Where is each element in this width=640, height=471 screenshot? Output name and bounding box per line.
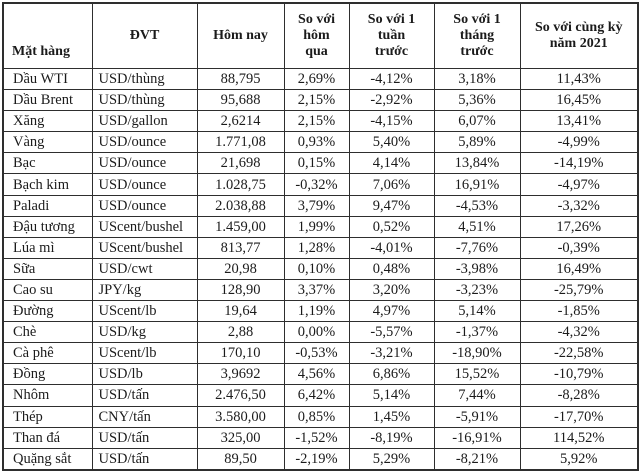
change-vs-2021-cell: -22,58%: [520, 343, 638, 364]
col-header-vs-month: So với 1 tháng trước: [434, 3, 520, 69]
change-vs-month-cell: -3,23%: [434, 279, 520, 300]
col-header-unit: ĐVT: [92, 3, 197, 69]
unit-cell: USD/ounce: [92, 153, 197, 174]
table-row: [3, 301, 638, 322]
change-vs-2021-cell: -4,97%: [520, 174, 638, 195]
unit-cell: USD/lb: [92, 364, 197, 385]
price-today-cell: 88,795: [197, 69, 284, 90]
change-vs-week-cell: 4,14%: [349, 153, 434, 174]
change-vs-2021-cell: -4,99%: [520, 132, 638, 153]
commodity-name-cell: Paladi: [3, 195, 92, 216]
table-row: [3, 216, 638, 237]
price-today-cell: 1.459,00: [197, 216, 284, 237]
unit-cell: USD/tấn: [92, 427, 197, 448]
change-vs-yesterday-cell: 0,93%: [284, 132, 349, 153]
price-today-cell: 325,00: [197, 427, 284, 448]
change-vs-month-cell: 6,07%: [434, 111, 520, 132]
commodity-name-cell: Dầu WTI: [3, 69, 92, 90]
commodity-name-cell: Nhôm: [3, 385, 92, 406]
unit-cell: USD/kg: [92, 322, 197, 343]
change-vs-week-cell: 9,47%: [349, 195, 434, 216]
unit-cell: CNY/tấn: [92, 406, 197, 427]
change-vs-week-cell: -4,01%: [349, 237, 434, 258]
commodity-name-cell: Xăng: [3, 111, 92, 132]
change-vs-week-cell: 0,52%: [349, 216, 434, 237]
unit-cell: UScent/bushel: [92, 216, 197, 237]
unit-cell: UScent/lb: [92, 343, 197, 364]
price-today-cell: 128,90: [197, 279, 284, 300]
table-row: [3, 111, 638, 132]
change-vs-month-cell: 16,91%: [434, 174, 520, 195]
col-header-today: Hôm nay: [197, 3, 284, 69]
table-row: [3, 406, 638, 427]
table-row: [3, 174, 638, 195]
change-vs-month-cell: 4,51%: [434, 216, 520, 237]
commodity-name-cell: Đồng: [3, 364, 92, 385]
table-row: [3, 322, 638, 343]
price-today-cell: 3.580,00: [197, 406, 284, 427]
price-today-cell: 170,10: [197, 343, 284, 364]
table-row: [3, 448, 638, 470]
change-vs-week-cell: 5,29%: [349, 448, 434, 470]
commodity-name-cell: Thép: [3, 406, 92, 427]
commodity-name-cell: Vàng: [3, 132, 92, 153]
price-today-cell: 1.771,08: [197, 132, 284, 153]
table-row: [3, 427, 638, 448]
change-vs-month-cell: -5,91%: [434, 406, 520, 427]
price-today-cell: 89,50: [197, 448, 284, 470]
table-row: [3, 343, 638, 364]
commodity-name-cell: Đậu tương: [3, 216, 92, 237]
price-today-cell: 21,698: [197, 153, 284, 174]
change-vs-week-cell: -5,57%: [349, 322, 434, 343]
change-vs-week-cell: 6,86%: [349, 364, 434, 385]
change-vs-yesterday-cell: 1,28%: [284, 237, 349, 258]
change-vs-week-cell: 4,97%: [349, 301, 434, 322]
change-vs-yesterday-cell: 1,99%: [284, 216, 349, 237]
change-vs-yesterday-cell: 0,00%: [284, 322, 349, 343]
table-row: [3, 258, 638, 279]
change-vs-week-cell: -8,19%: [349, 427, 434, 448]
change-vs-yesterday-cell: 0,10%: [284, 258, 349, 279]
table-row: [3, 132, 638, 153]
change-vs-month-cell: 3,18%: [434, 69, 520, 90]
commodity-name-cell: Bạc: [3, 153, 92, 174]
change-vs-yesterday-cell: -0,53%: [284, 343, 349, 364]
change-vs-month-cell: 5,89%: [434, 132, 520, 153]
change-vs-week-cell: 0,48%: [349, 258, 434, 279]
change-vs-week-cell: -4,15%: [349, 111, 434, 132]
unit-cell: UScent/bushel: [92, 237, 197, 258]
change-vs-month-cell: 13,84%: [434, 153, 520, 174]
unit-cell: USD/tấn: [92, 448, 197, 470]
price-today-cell: 2.476,50: [197, 385, 284, 406]
header-row: [3, 3, 638, 69]
change-vs-yesterday-cell: -1,52%: [284, 427, 349, 448]
change-vs-month-cell: -1,37%: [434, 322, 520, 343]
col-header-vs-week: So với 1 tuần trước: [349, 3, 434, 69]
price-today-cell: 3,9692: [197, 364, 284, 385]
change-vs-month-cell: 5,36%: [434, 90, 520, 111]
change-vs-week-cell: -3,21%: [349, 343, 434, 364]
commodity-name-cell: Chè: [3, 322, 92, 343]
change-vs-month-cell: -4,53%: [434, 195, 520, 216]
change-vs-week-cell: 1,45%: [349, 406, 434, 427]
change-vs-2021-cell: -3,32%: [520, 195, 638, 216]
change-vs-week-cell: -2,92%: [349, 90, 434, 111]
col-header-commodity: Mặt hàng: [3, 3, 92, 69]
unit-cell: UScent/lb: [92, 301, 197, 322]
table-row: [3, 195, 638, 216]
table-row: [3, 279, 638, 300]
table-row: [3, 385, 638, 406]
table-row: [3, 364, 638, 385]
change-vs-yesterday-cell: 3,37%: [284, 279, 349, 300]
change-vs-yesterday-cell: 2,15%: [284, 90, 349, 111]
col-header-vs-2021: So với cùng kỳ năm 2021: [520, 3, 638, 69]
change-vs-week-cell: -4,12%: [349, 69, 434, 90]
change-vs-2021-cell: 13,41%: [520, 111, 638, 132]
unit-cell: JPY/kg: [92, 279, 197, 300]
change-vs-2021-cell: 5,92%: [520, 448, 638, 470]
table-row: [3, 153, 638, 174]
change-vs-2021-cell: 16,49%: [520, 258, 638, 279]
change-vs-week-cell: 7,06%: [349, 174, 434, 195]
change-vs-2021-cell: 16,45%: [520, 90, 638, 111]
change-vs-2021-cell: -25,79%: [520, 279, 638, 300]
commodity-price-table: [2, 2, 639, 471]
price-today-cell: 20,98: [197, 258, 284, 279]
change-vs-2021-cell: -10,79%: [520, 364, 638, 385]
change-vs-2021-cell: -1,85%: [520, 301, 638, 322]
change-vs-yesterday-cell: 2,15%: [284, 111, 349, 132]
commodity-name-cell: Sữa: [3, 258, 92, 279]
unit-cell: USD/cwt: [92, 258, 197, 279]
change-vs-yesterday-cell: -2,19%: [284, 448, 349, 470]
col-header-vs-yesterday: So với hôm qua: [284, 3, 349, 69]
change-vs-yesterday-cell: 2,69%: [284, 69, 349, 90]
change-vs-2021-cell: -4,32%: [520, 322, 638, 343]
price-today-cell: 2.038,88: [197, 195, 284, 216]
price-today-cell: 2,88: [197, 322, 284, 343]
price-today-cell: 1.028,75: [197, 174, 284, 195]
commodity-name-cell: Cao su: [3, 279, 92, 300]
unit-cell: USD/ounce: [92, 195, 197, 216]
price-today-cell: 2,6214: [197, 111, 284, 132]
change-vs-yesterday-cell: -0,32%: [284, 174, 349, 195]
change-vs-yesterday-cell: 3,79%: [284, 195, 349, 216]
unit-cell: USD/ounce: [92, 132, 197, 153]
change-vs-week-cell: 5,40%: [349, 132, 434, 153]
change-vs-yesterday-cell: 0,15%: [284, 153, 349, 174]
unit-cell: USD/ounce: [92, 174, 197, 195]
commodity-name-cell: Lúa mì: [3, 237, 92, 258]
commodity-name-cell: Cà phê: [3, 343, 92, 364]
unit-cell: USD/thùng: [92, 69, 197, 90]
change-vs-yesterday-cell: 1,19%: [284, 301, 349, 322]
unit-cell: USD/gallon: [92, 111, 197, 132]
commodity-name-cell: Đường: [3, 301, 92, 322]
change-vs-month-cell: 5,14%: [434, 301, 520, 322]
commodity-name-cell: Quặng sắt: [3, 448, 92, 470]
change-vs-week-cell: 5,14%: [349, 385, 434, 406]
price-today-cell: 95,688: [197, 90, 284, 111]
commodity-name-cell: Bạch kim: [3, 174, 92, 195]
change-vs-2021-cell: -17,70%: [520, 406, 638, 427]
change-vs-month-cell: -7,76%: [434, 237, 520, 258]
table-row: [3, 90, 638, 111]
price-today-cell: 813,77: [197, 237, 284, 258]
unit-cell: USD/thùng: [92, 90, 197, 111]
unit-cell: USD/tấn: [92, 385, 197, 406]
change-vs-2021-cell: 17,26%: [520, 216, 638, 237]
change-vs-yesterday-cell: 6,42%: [284, 385, 349, 406]
table-row: [3, 237, 638, 258]
price-today-cell: 19,64: [197, 301, 284, 322]
change-vs-month-cell: 7,44%: [434, 385, 520, 406]
table-row: [3, 69, 638, 90]
change-vs-yesterday-cell: 4,56%: [284, 364, 349, 385]
change-vs-month-cell: -18,90%: [434, 343, 520, 364]
change-vs-month-cell: -3,98%: [434, 258, 520, 279]
change-vs-2021-cell: -0,39%: [520, 237, 638, 258]
change-vs-yesterday-cell: 0,85%: [284, 406, 349, 427]
commodity-name-cell: Dầu Brent: [3, 90, 92, 111]
change-vs-2021-cell: 114,52%: [520, 427, 638, 448]
change-vs-month-cell: 15,52%: [434, 364, 520, 385]
change-vs-month-cell: -16,91%: [434, 427, 520, 448]
change-vs-2021-cell: 11,43%: [520, 69, 638, 90]
commodity-name-cell: Than đá: [3, 427, 92, 448]
change-vs-week-cell: 3,20%: [349, 279, 434, 300]
change-vs-2021-cell: -14,19%: [520, 153, 638, 174]
change-vs-2021-cell: -8,28%: [520, 385, 638, 406]
change-vs-month-cell: -8,21%: [434, 448, 520, 470]
